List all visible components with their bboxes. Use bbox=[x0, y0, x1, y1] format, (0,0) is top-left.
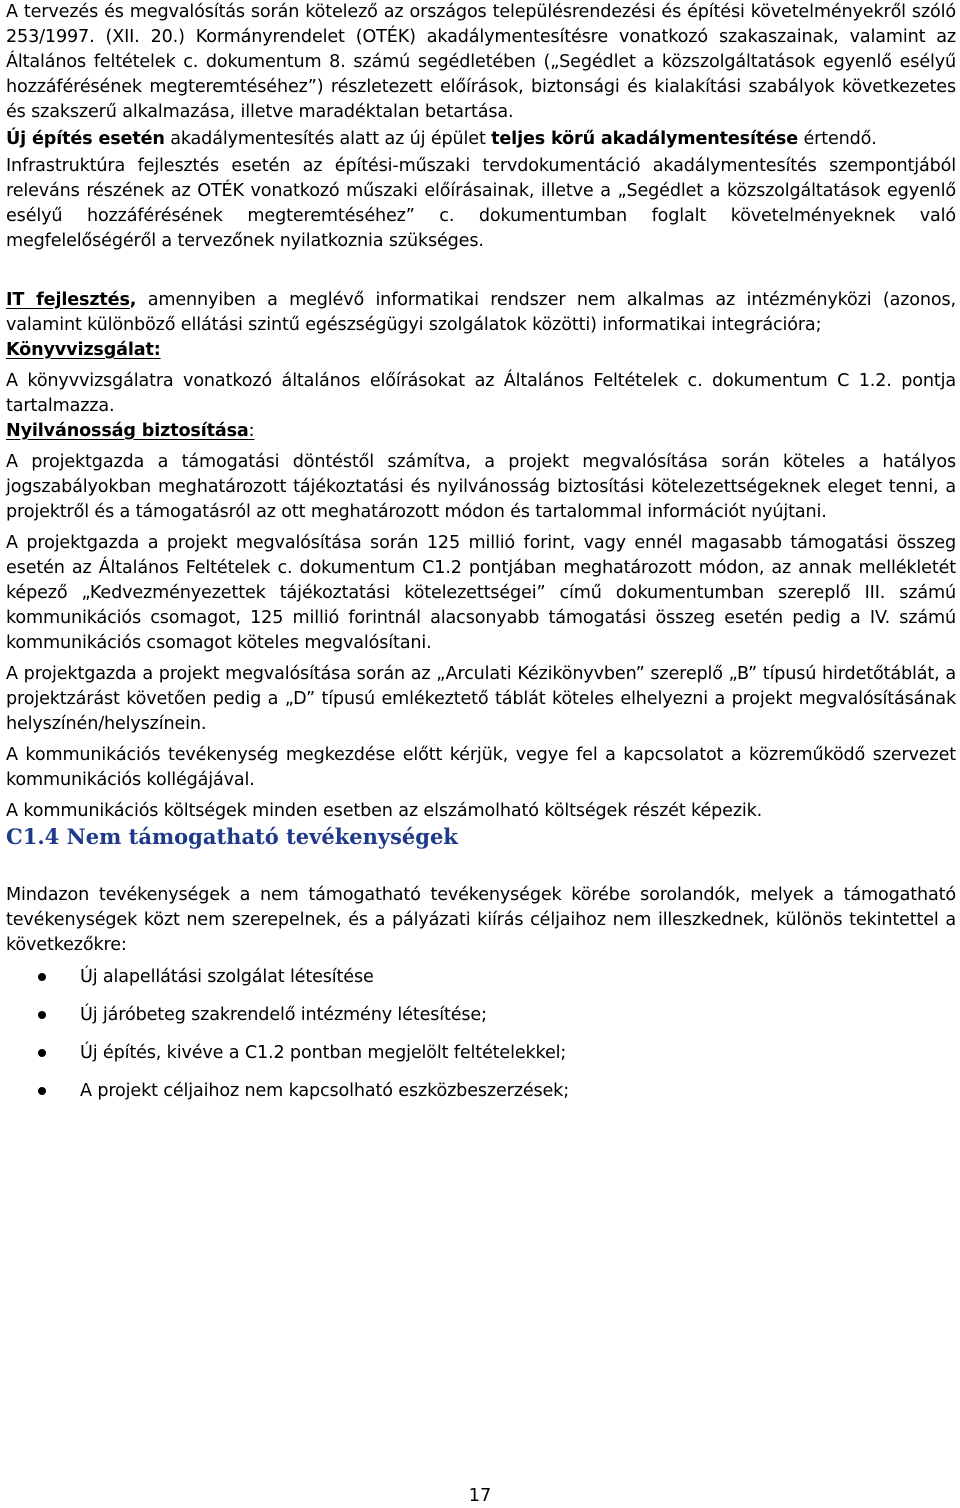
new-construction-bold: Új építés esetén bbox=[6, 129, 165, 149]
new-construction-middle: akadálymentesítés alatt az új épület bbox=[164, 129, 492, 149]
document-page bbox=[6, 0, 956, 1110]
new-construction-end: értendő. bbox=[798, 129, 877, 149]
publicity-heading-text: Nyilvánosság biztosítása bbox=[6, 421, 249, 441]
it-development-paragraph bbox=[6, 288, 956, 338]
bullet-icon bbox=[38, 1049, 46, 1057]
section-intro: Mindazon tevékenységek a nem támogatható tevékenységek körébe sorolandók, melyek a támogatható tevékenységek közt nem szerepelnek, és a pályázati kiírás céljaihoz nem illeszkednek, különös tekintettel a következőkre: bbox=[6, 885, 956, 955]
it-development-comma: , bbox=[129, 290, 137, 310]
it-development-label: IT fejlesztés bbox=[6, 290, 130, 310]
list-item-text: Új alapellátási szolgálat létesítése bbox=[80, 967, 374, 987]
bullet-icon bbox=[38, 1087, 46, 1095]
list-item-text: Új építés, kivéve a C1.2 pontban megjelölt feltételekkel; bbox=[80, 1043, 567, 1063]
publicity-paragraph-5: A kommunikációs költségek minden esetben az elszámolható költségek részét képezik. bbox=[6, 801, 763, 821]
excluded-activities-list bbox=[6, 958, 956, 1110]
list-item bbox=[6, 1034, 956, 1072]
publicity-paragraph-4: A kommunikációs tevékenység megkezdése előtt kérjük, vegye fel a kapcsolatot a közreműködő szervezet kommunikációs kollégájával. bbox=[6, 745, 956, 790]
new-construction-paragraph bbox=[6, 127, 956, 152]
full-accessibility-bold: teljes körű akadálymentesítése bbox=[491, 129, 799, 149]
infrastructure-paragraph: Infrastruktúra fejlesztés esetén az építési-műszaki tervdokumentáció akadálymentesítés szempontjából releváns részének az OTÉK vonatkozó műszaki előírásainak, illetve a „Segédlet a közszolgáltatások egyenlő esélyű hozzáférésének megteremtéséhez” c. dokumentumban foglalt követelményeknek való megfelelőségéről a tervezőnek nyilatkoznia szükséges. bbox=[6, 156, 956, 251]
list-item-text: Új járóbeteg szakrendelő intézmény létesítése; bbox=[80, 1005, 487, 1025]
list-item bbox=[6, 996, 956, 1034]
it-development-text: amennyiben a meglévő informatikai rendszer nem alkalmas az intézményközi (azonos, valamint különböző ellátási szintű egészségügyi szolgálatok közötti) informatikai integrációra; bbox=[6, 290, 956, 335]
bullet-icon bbox=[38, 973, 46, 981]
page-number: 17 bbox=[468, 1486, 492, 1506]
list-item bbox=[6, 958, 956, 996]
publicity-heading bbox=[6, 419, 956, 444]
publicity-paragraph-3: A projektgazda a projekt megvalósítása során az „Arculati Kézikönyvben” szereplő „B” típusú hirdetőtáblát, a projektzárást követően pedig a „D” típusú emlékeztető táblát köteles elhelyezni a projekt megvalósításának helyszínén/helyszínein. bbox=[6, 664, 956, 734]
publicity-heading-colon: : bbox=[248, 421, 255, 441]
publicity-paragraph-1: A projektgazda a támogatási döntéstől számítva, a projekt megvalósítása során köteles a hatályos jogszabályokban meghatározott tájékoztatási és nyilvánosság biztosítási kötelezettségeknek eleget tenni, a projektről és a támogatásról az ott meghatározott módon és tartalommal információt nyújtani. bbox=[6, 452, 956, 522]
list-item-text: A projekt céljaihoz nem kapcsolható eszközbeszerzések; bbox=[80, 1081, 570, 1101]
section-title: C1.4 Nem támogatható tevékenységek bbox=[6, 824, 458, 849]
list-item bbox=[6, 1072, 956, 1110]
audit-paragraph: A könyvvizsgálatra vonatkozó általános előírásokat az Általános Feltételek c. dokumentum C 1.2. pontja tartalmazza. bbox=[6, 371, 956, 416]
audit-heading: Könyvvizsgálat: bbox=[6, 340, 161, 360]
bullet-icon bbox=[38, 1011, 46, 1019]
publicity-paragraph-2: A projektgazda a projekt megvalósítása során 125 millió forint, vagy ennél magasabb támogatási összeg esetén az Általános Feltételek c. dokumentum C1.2 pontjában meghatározott módon, az annak mellékletét képező „Kedvezményezettek tájékoztatási kötelezettségei” című dokumentumban szereplő III. számú kommunikációs csomagot, 125 millió forintnál alacsonyabb támogatási összeg esetén pedig a IV. számú kommunikációs csomagot köteles megvalósítani. bbox=[6, 533, 956, 653]
accessibility-paragraph: A tervezés és megvalósítás során kötelező az országos településrendezési és építési követelményekről szóló 253/1997. (XII. 20.) Kormányrendelet (OTÉK) akadálymentesítésre vonatkozó szakaszainak, valamint az Általános feltételek c. dokumentum 8. számú segédletében („Segédlet a közszolgáltatások egyenlő esélyű hozzáférésének megteremtéséhez”) részletezett előírások, biztonsági és kialakítási szabályok következetes és szakszerű alkalmazása, illetve maradéktalan betartása. bbox=[6, 2, 956, 122]
